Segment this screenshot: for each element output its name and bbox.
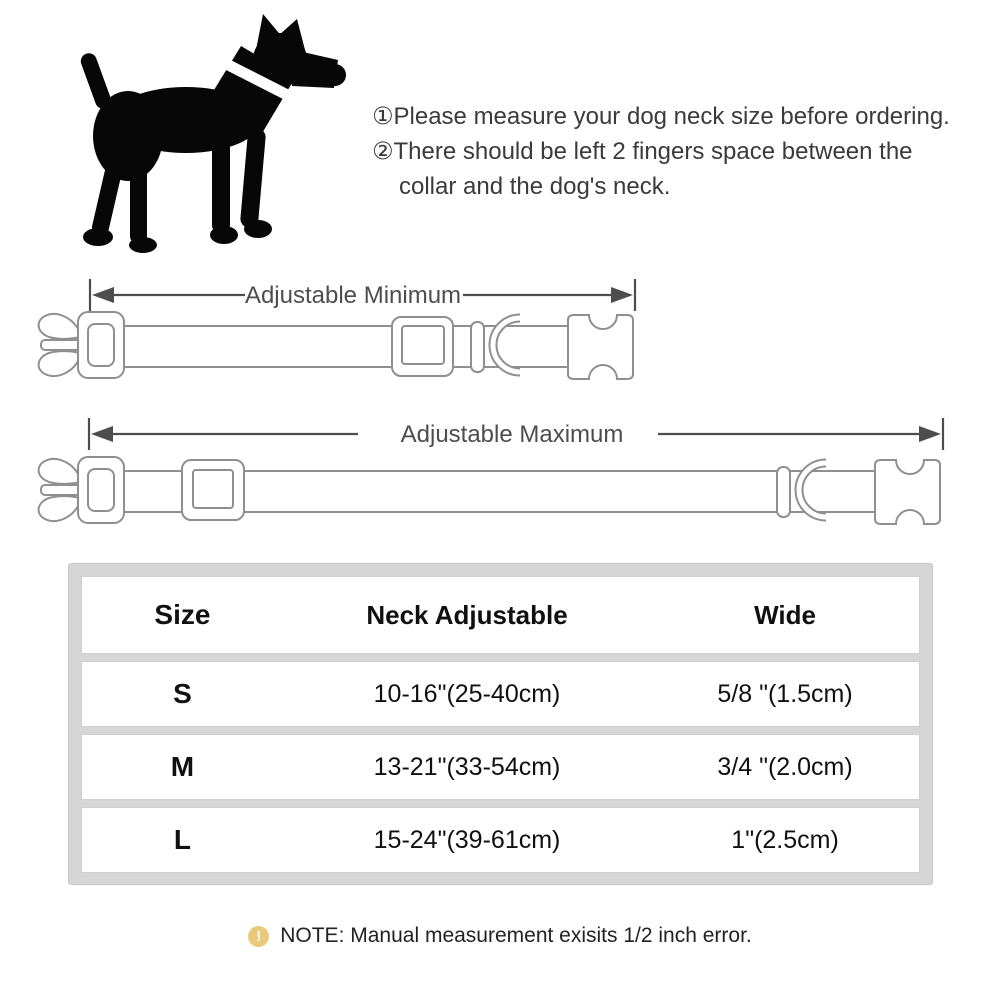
exclamation-icon: ! xyxy=(248,926,269,947)
dog-front-paw xyxy=(244,220,272,238)
instruction-2-text-line1: There should be left 2 fingers space between the xyxy=(393,138,913,165)
table-row-s xyxy=(81,661,920,727)
cell-size: L xyxy=(173,824,191,855)
dog-rear-paw-2 xyxy=(129,237,157,253)
collar-buckle-male xyxy=(39,312,124,378)
header-size: Size xyxy=(154,599,211,630)
dog-silhouette-icon xyxy=(58,8,358,268)
cell-neck: 15-24"(39-61cm) xyxy=(373,825,561,854)
collar-slider xyxy=(392,317,453,376)
collar-buckle-female xyxy=(568,315,633,379)
cell-neck: 13-21"(33-54cm) xyxy=(373,752,561,781)
collar-buckle-male xyxy=(39,457,124,523)
instruction-1-text: Please measure your dog neck size before ordering. xyxy=(393,103,950,130)
instruction-2-text-line2: collar and the dog's neck. xyxy=(399,173,671,200)
collar-keeper xyxy=(471,322,484,372)
instruction-item-2-cont xyxy=(372,169,972,204)
header-neck-adjustable: Neck Adjustable xyxy=(366,599,568,630)
adjustable-maximum-label: Adjustable Maximum xyxy=(400,421,624,448)
cell-neck: 10-16"(25-40cm) xyxy=(373,679,561,708)
cell-wide: 3/4 "(2.0cm) xyxy=(717,752,853,781)
dog-front-leg-2 xyxy=(212,136,230,234)
instruction-2-bullet: ② xyxy=(372,138,394,165)
cell-size: M xyxy=(170,751,195,782)
instruction-1-bullet: ① xyxy=(372,103,394,130)
size-table-header-row xyxy=(81,576,920,654)
size-table xyxy=(68,563,933,885)
collar-slider xyxy=(182,460,244,520)
cell-wide: 5/8 "(1.5cm) xyxy=(717,679,853,708)
note-text: NOTE: Manual measurement exisits 1/2 inch error. xyxy=(280,924,752,947)
instructions xyxy=(372,99,972,204)
table-row-m xyxy=(81,734,920,800)
dog-rear-paw xyxy=(83,228,113,246)
collar-keeper xyxy=(777,467,790,517)
dog-rear-leg-2 xyxy=(130,158,147,244)
arrow-right-icon xyxy=(919,426,941,442)
dog-nose xyxy=(324,64,346,86)
collar-diagram-maximum xyxy=(30,444,955,536)
table-row-l xyxy=(81,807,920,873)
adjustable-minimum-label: Adjustable Minimum xyxy=(244,282,462,309)
instruction-item-1 xyxy=(372,99,972,134)
instruction-item-2 xyxy=(372,134,972,169)
note xyxy=(0,924,1000,948)
cell-size: S xyxy=(173,678,192,709)
collar-buckle-female xyxy=(875,460,940,524)
cell-wide: 1"(2.5cm) xyxy=(731,825,839,854)
dog-front-leg xyxy=(240,127,267,228)
dog-front-paw-2 xyxy=(210,226,238,244)
collar-diagram-minimum xyxy=(30,299,645,391)
dog-rear-leg xyxy=(90,157,124,237)
header-wide: Wide xyxy=(754,599,816,630)
